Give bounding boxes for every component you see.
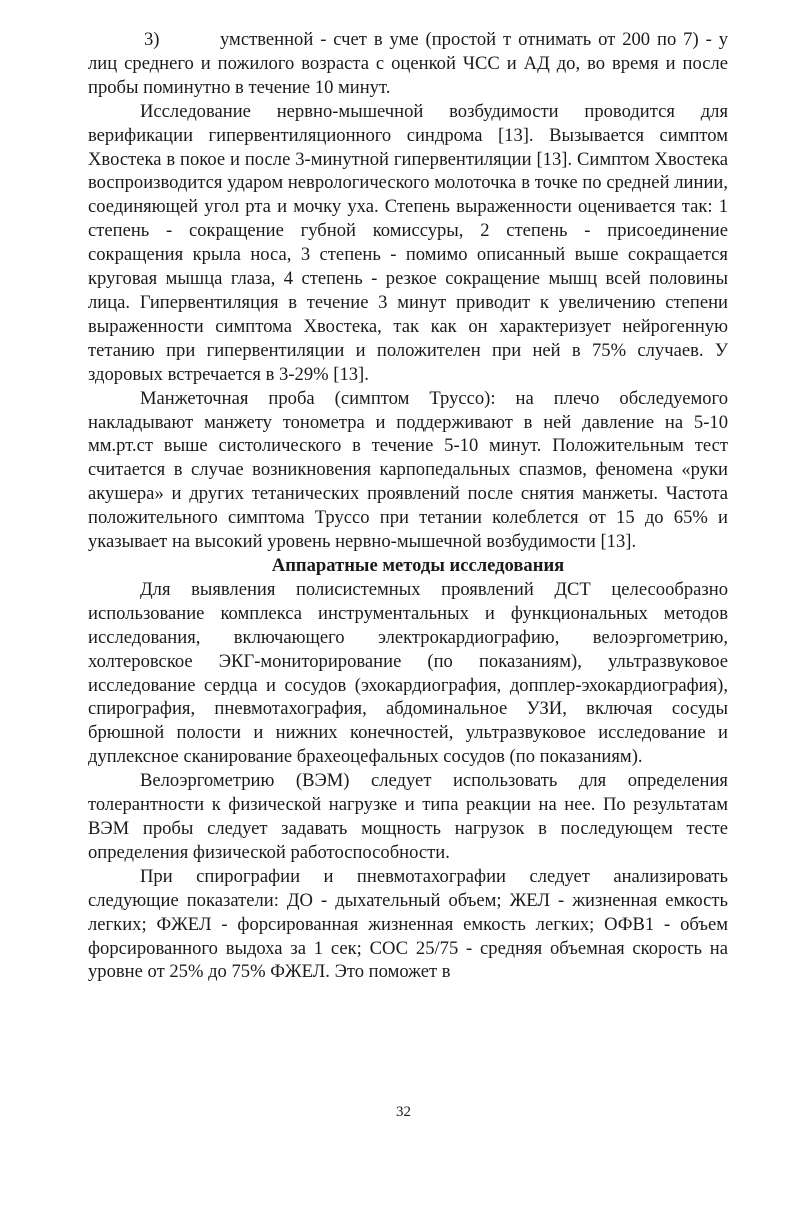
paragraph-veloergometry: Велоэргометрию (ВЭМ) следует использовать для определения толерантности к физической нагрузке и типа реакции на нее. По результатам ВЭМ пробы следует задавать мощность нагрузок в последующем тесте определения физической работоспособности. (88, 770, 728, 863)
paragraph-spirography: При спирографии и пневмотахографии следует анализировать следующие показатели: ДО - дыхательный объем; ЖЕЛ - жизненная емкость легких; ФЖЕЛ - форсированная жизненная емкость легких; ОФВ1 - объем форсированного выдоха за 1 сек; СОС 25/75 - средняя объемная скорость на уровне от 25% до 75% ФЖЕЛ. Это поможет в (88, 865, 728, 983)
paragraph-chvostek-sign: Исследование нервно-мышечной возбудимости проводится для верификации гипервентиляционного синдрома [13]. Вызывается симптом Хвостека в покое и после 3-минутной гипервентиляции [13]. Симптом Хвостека воспроизводится ударом неврологического молоточка в точке по средней линии, соединяющей угол рта и мочку уха. Степень выраженности оценивается так: 1 степень - сокращение губной комиссуры, 2 степень - присоединение сокращения крыла носа, 3 степень - помимо описанный выше сокращается круговая мышца глаза, 4 степень - резкое сокращение мышц всей половины лица. Гипервентиляция в течение 3 минут приводит к увеличению степени выраженности симптома Хвостека, так как он характеризует нейрогенную тетанию при гипервентиляции и положителен при ней в 75% случаев. У здоровых встречается в 3-29% [13]. (88, 100, 728, 385)
list-item-number: 3) (144, 29, 160, 50)
paragraph-trousseau-sign: Манжеточная проба (симптом Труссо): на плечо обследуемого накладывают манжету тонометра и поддерживают в ней давление на 5-10 мм.рт.ст выше систолического в течение 5-10 минут. Положительным тест считается в случае возникновения карпопедальных спазмов, феномена «руки акушера» и других тетанических проявлений после снятия манжеты. Частота положительного симптома Труссо при тетании колеблется от 15 до 65% и указывает на высокий уровень нервно-мышечной возбудимости [13]. (88, 387, 728, 553)
page-number: 32 (396, 1104, 411, 1120)
list-item-3 (88, 28, 728, 100)
paragraph-instrumental-methods: Для выявления полисистемных проявлений ДСТ целесообразно использование комплекса инструментальных и функциональных методов исследования, включающего электрокардиографию, велоэргометрию, холтеровское ЭКГ-мониторирование (по показаниям), ультразвуковое исследование сердца и сосудов (эхокардиография, допплер-эхокардиография), спирография, пневмотахография, абдоминальное УЗИ, включая сосуды брюшной полости и нижних конечностей, ультразвуковое исследование и дуплексное сканирование брахеоцефальных сосудов (по показаниям). (88, 578, 728, 768)
section-heading: Аппаратные методы исследования (271, 554, 565, 576)
document-page (88, 28, 728, 984)
list-item-text: умственной - счет в уме (простой т отнимать от 200 по 7) - у лиц среднего и пожилого возраста с оценкой ЧСС и АД до, во время и после пробы поминутно в течение 10 минут. (88, 29, 728, 98)
